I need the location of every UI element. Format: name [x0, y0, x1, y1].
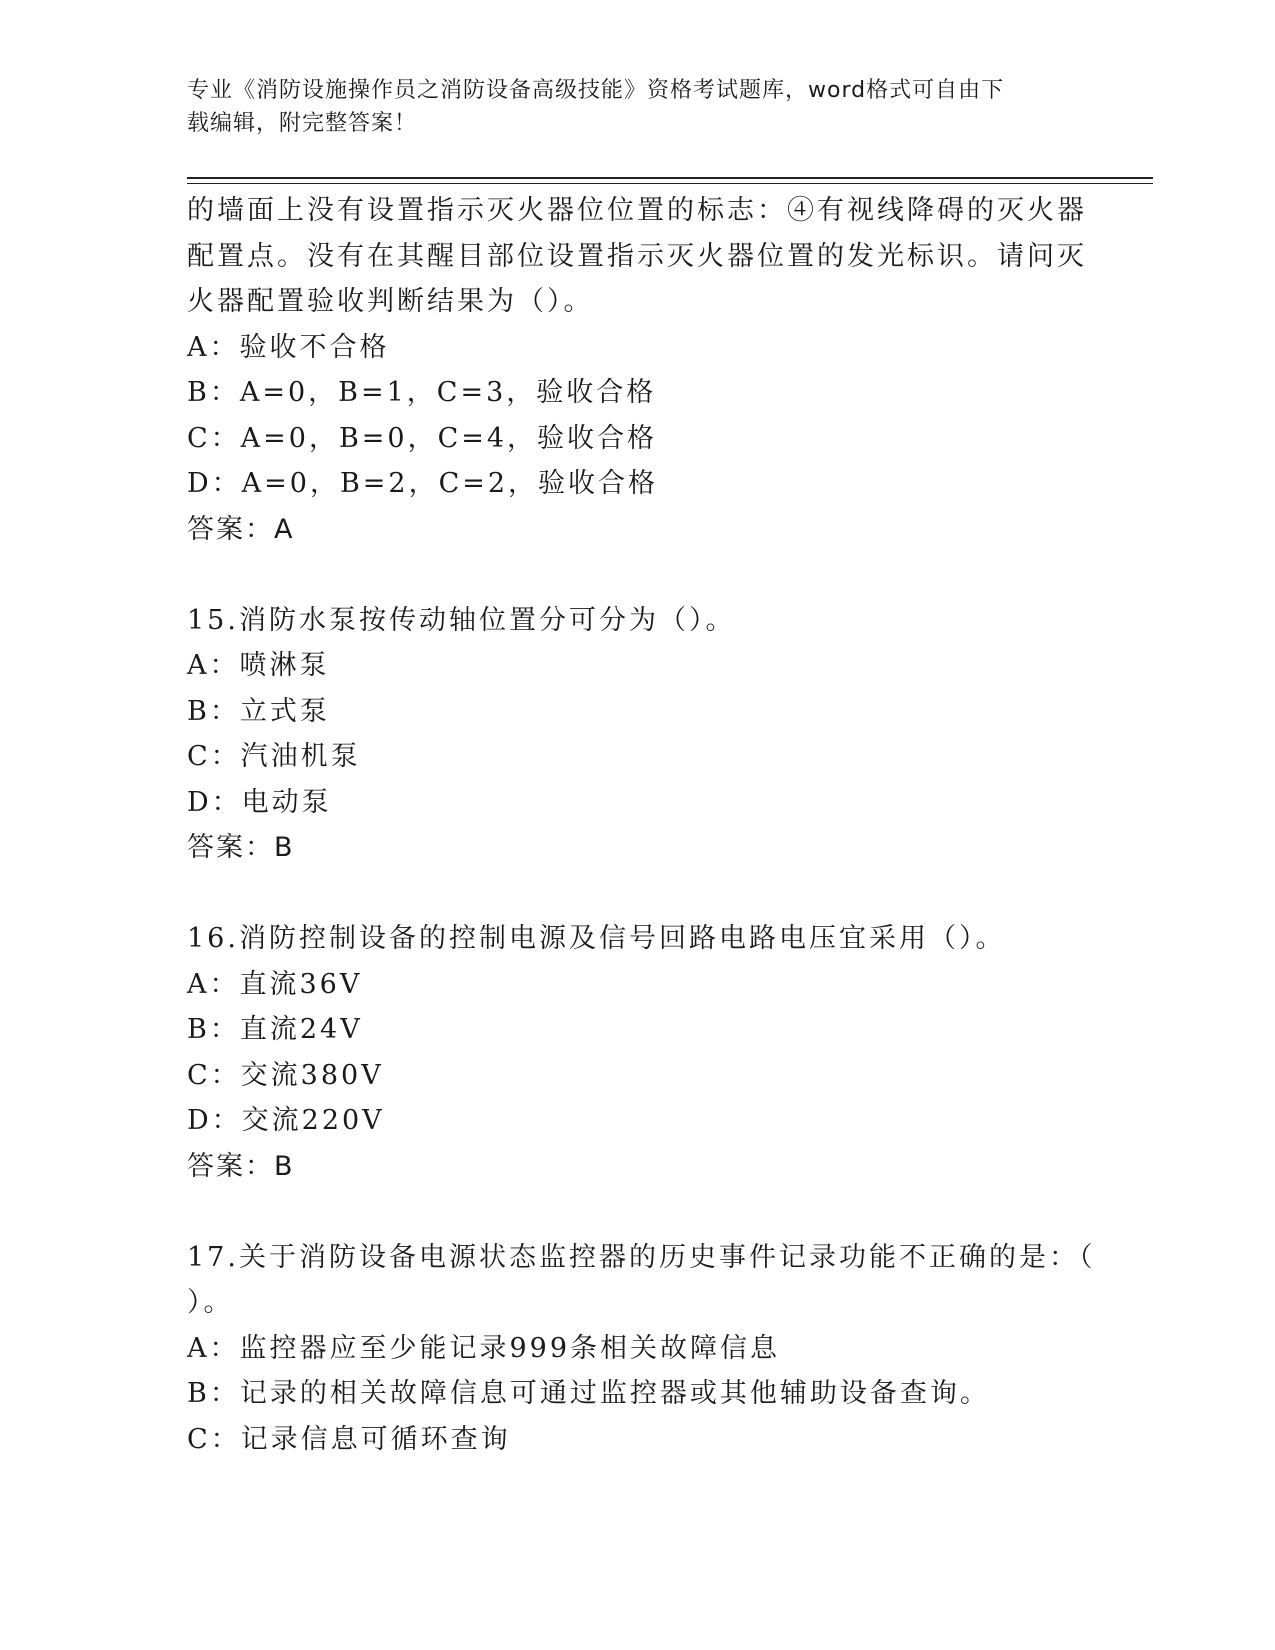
- question-stem: 17.关于消防设备电源状态监控器的历史事件记录功能不正确的是：（: [187, 1241, 1096, 1273]
- option-b: B：立式泵: [187, 695, 330, 727]
- question-stem: 15.消防水泵按传动轴位置分可分为（）。: [187, 604, 736, 636]
- option-b: B：直流24V: [187, 1014, 363, 1045]
- header-line-2: 载编辑，附完整答案！: [187, 111, 418, 136]
- option-c: C：汽油机泵: [187, 741, 361, 772]
- page-header: [187, 74, 1067, 140]
- option-b: B：记录的相关故障信息可通过监控器或其他辅助设备查询。: [187, 1378, 990, 1409]
- option-a: A：验收不合格: [187, 331, 390, 363]
- option-d: D：电动泵: [187, 786, 332, 818]
- answer-label: 答案：A: [187, 513, 295, 545]
- option-c: C：记录信息可循环查询: [187, 1423, 511, 1455]
- question-16: [187, 916, 1087, 1189]
- answer-label: 答案：B: [187, 832, 295, 863]
- option-d: D：A=0，B=2，C=2，验收合格: [187, 468, 659, 499]
- option-c: C：A=0，B=0，C=4，验收合格: [187, 422, 658, 454]
- option-a: A：直流36V: [187, 968, 363, 1000]
- header-divider-thin: [187, 183, 1153, 184]
- answer-label: 答案：B: [187, 1150, 295, 1182]
- header-divider-thick: [187, 177, 1153, 179]
- option-a: A：喷淋泵: [187, 650, 330, 681]
- question-17: [187, 1235, 1096, 1463]
- header-line-1: 专业《消防设施操作员之消防设备高级技能》资格考试题库，word格式可自由下: [187, 78, 1005, 103]
- question-stem: 配置点。没有在其醒目部位设置指示灭火器位置的发光标识。请问灭: [187, 240, 1087, 272]
- document-body: [187, 188, 1096, 1462]
- spacer: [187, 552, 1087, 598]
- question-14-continued: [187, 188, 1087, 552]
- spacer: [187, 1189, 1087, 1235]
- question-stem: 的墙面上没有设置指示灭火器位位置的标志：④有视线降碍的灭火器: [187, 195, 1087, 226]
- option-b: B：A=0，B=1，C=3，验收合格: [187, 377, 657, 408]
- spacer: [187, 871, 1087, 917]
- question-stem: 16.消防控制设备的控制电源及信号回路电路电压宜采用（）。: [187, 923, 1006, 954]
- question-15: [187, 598, 1087, 871]
- option-a: A：监控器应至少能记录999条相关故障信息: [187, 1332, 781, 1364]
- question-stem: ）。: [187, 1287, 234, 1318]
- option-d: D：交流220V: [187, 1105, 385, 1136]
- question-stem: 火器配置验收判断结果为（）。: [187, 286, 594, 317]
- option-c: C：交流380V: [187, 1059, 384, 1091]
